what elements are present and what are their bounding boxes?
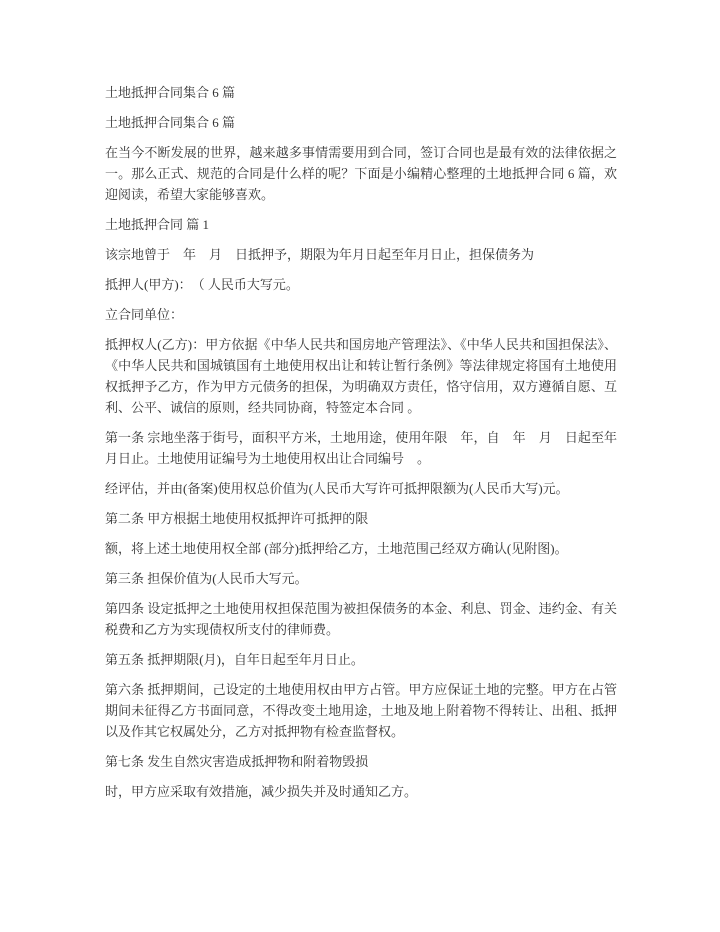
paragraph: 额，将上述土地使用权全部 (部分)抵押给乙方，土地范围己经双方确认(见附图)。 bbox=[105, 541, 568, 556]
clause-4-paragraph: 第四条 设定抵押之土地使用权担保范围为被担保债务的本金、利息、罚金、违约金、有关税费和乙方为实现债权所支付的律师费。 bbox=[105, 601, 617, 637]
paragraph: 时，甲方应采取有效措施，减少损失并及时通知乙方。 bbox=[105, 784, 418, 799]
intro-paragraph: 在当今不断发展的世界，越来越多事情需要用到合同，签订合同也是最有效的法律依据之一。那么正式、规范的合同是什么样的呢？下面是小编精心整理的土地抵押合同 6 篇，欢迎阅读，希望大家能够喜欢。 bbox=[105, 145, 617, 202]
clause-2-paragraph: 第二条 甲方根据土地使用权抵押许可抵押的限 bbox=[105, 511, 369, 526]
clause-5-paragraph: 第五条 抵押期限(月)，自年日起至年月日止。 bbox=[105, 652, 364, 667]
clause-3-paragraph: 第三条 担保价值为(人民币大写元。 bbox=[105, 571, 308, 586]
document-title-repeat: 土地抵押合同集合 6 篇 bbox=[105, 115, 236, 130]
clause-7-paragraph: 第七条 发生自然灾害造成抵押物和附着物毁损 bbox=[105, 754, 369, 769]
document-content bbox=[105, 82, 617, 811]
paragraph: 该宗地曾于 年 月 日抵押予，期限为年月日起至年月日止，担保债务为 bbox=[105, 247, 535, 262]
clause-1-paragraph: 第一条 宗地坐落于街号，面积平方米，土地用途，使用年限 年，自 年 月 日起至年月日止。土地使用证编号为土地使用权出让合同编号 。 bbox=[105, 430, 617, 466]
paragraph: 经评估，并由(备案)使用权总价值为(人民币大写许可抵押限额为(人民币大写)元。 bbox=[105, 481, 569, 496]
paragraph: 抵押权人(乙方)：甲方依据《中华人民共和国房地产管理法》、《中华人民共和国担保法》、《中华人民共和国城镇国有土地使用权出让和转让暂行条例》等法律规定将国有土地使用权抵押予乙方，作为甲方元债务的担保，为明确双方责任，恪守信用，双方遵循自愿、互利、公平、诚信的原则，经共同协商，特签定本合同 。 bbox=[105, 337, 617, 415]
paragraph: 抵押人(甲方)： （ 人民币大写元。 bbox=[105, 277, 299, 292]
paragraph: 立合同单位： bbox=[105, 307, 184, 322]
clause-6-paragraph: 第六条 抵押期间，己设定的土地使用权由甲方占管。甲方应保证土地的完整。甲方在占管期间未征得乙方书面同意，不得改变土地用途，土地及地上附着物不得转让、出租、抵押以及作其它权属处分，乙方对抵押物有检查监督权。 bbox=[105, 682, 617, 739]
section-heading-piece-1: 土地抵押合同 篇 1 bbox=[105, 217, 210, 232]
document-title: 土地抵押合同集合 6 篇 bbox=[105, 85, 236, 100]
